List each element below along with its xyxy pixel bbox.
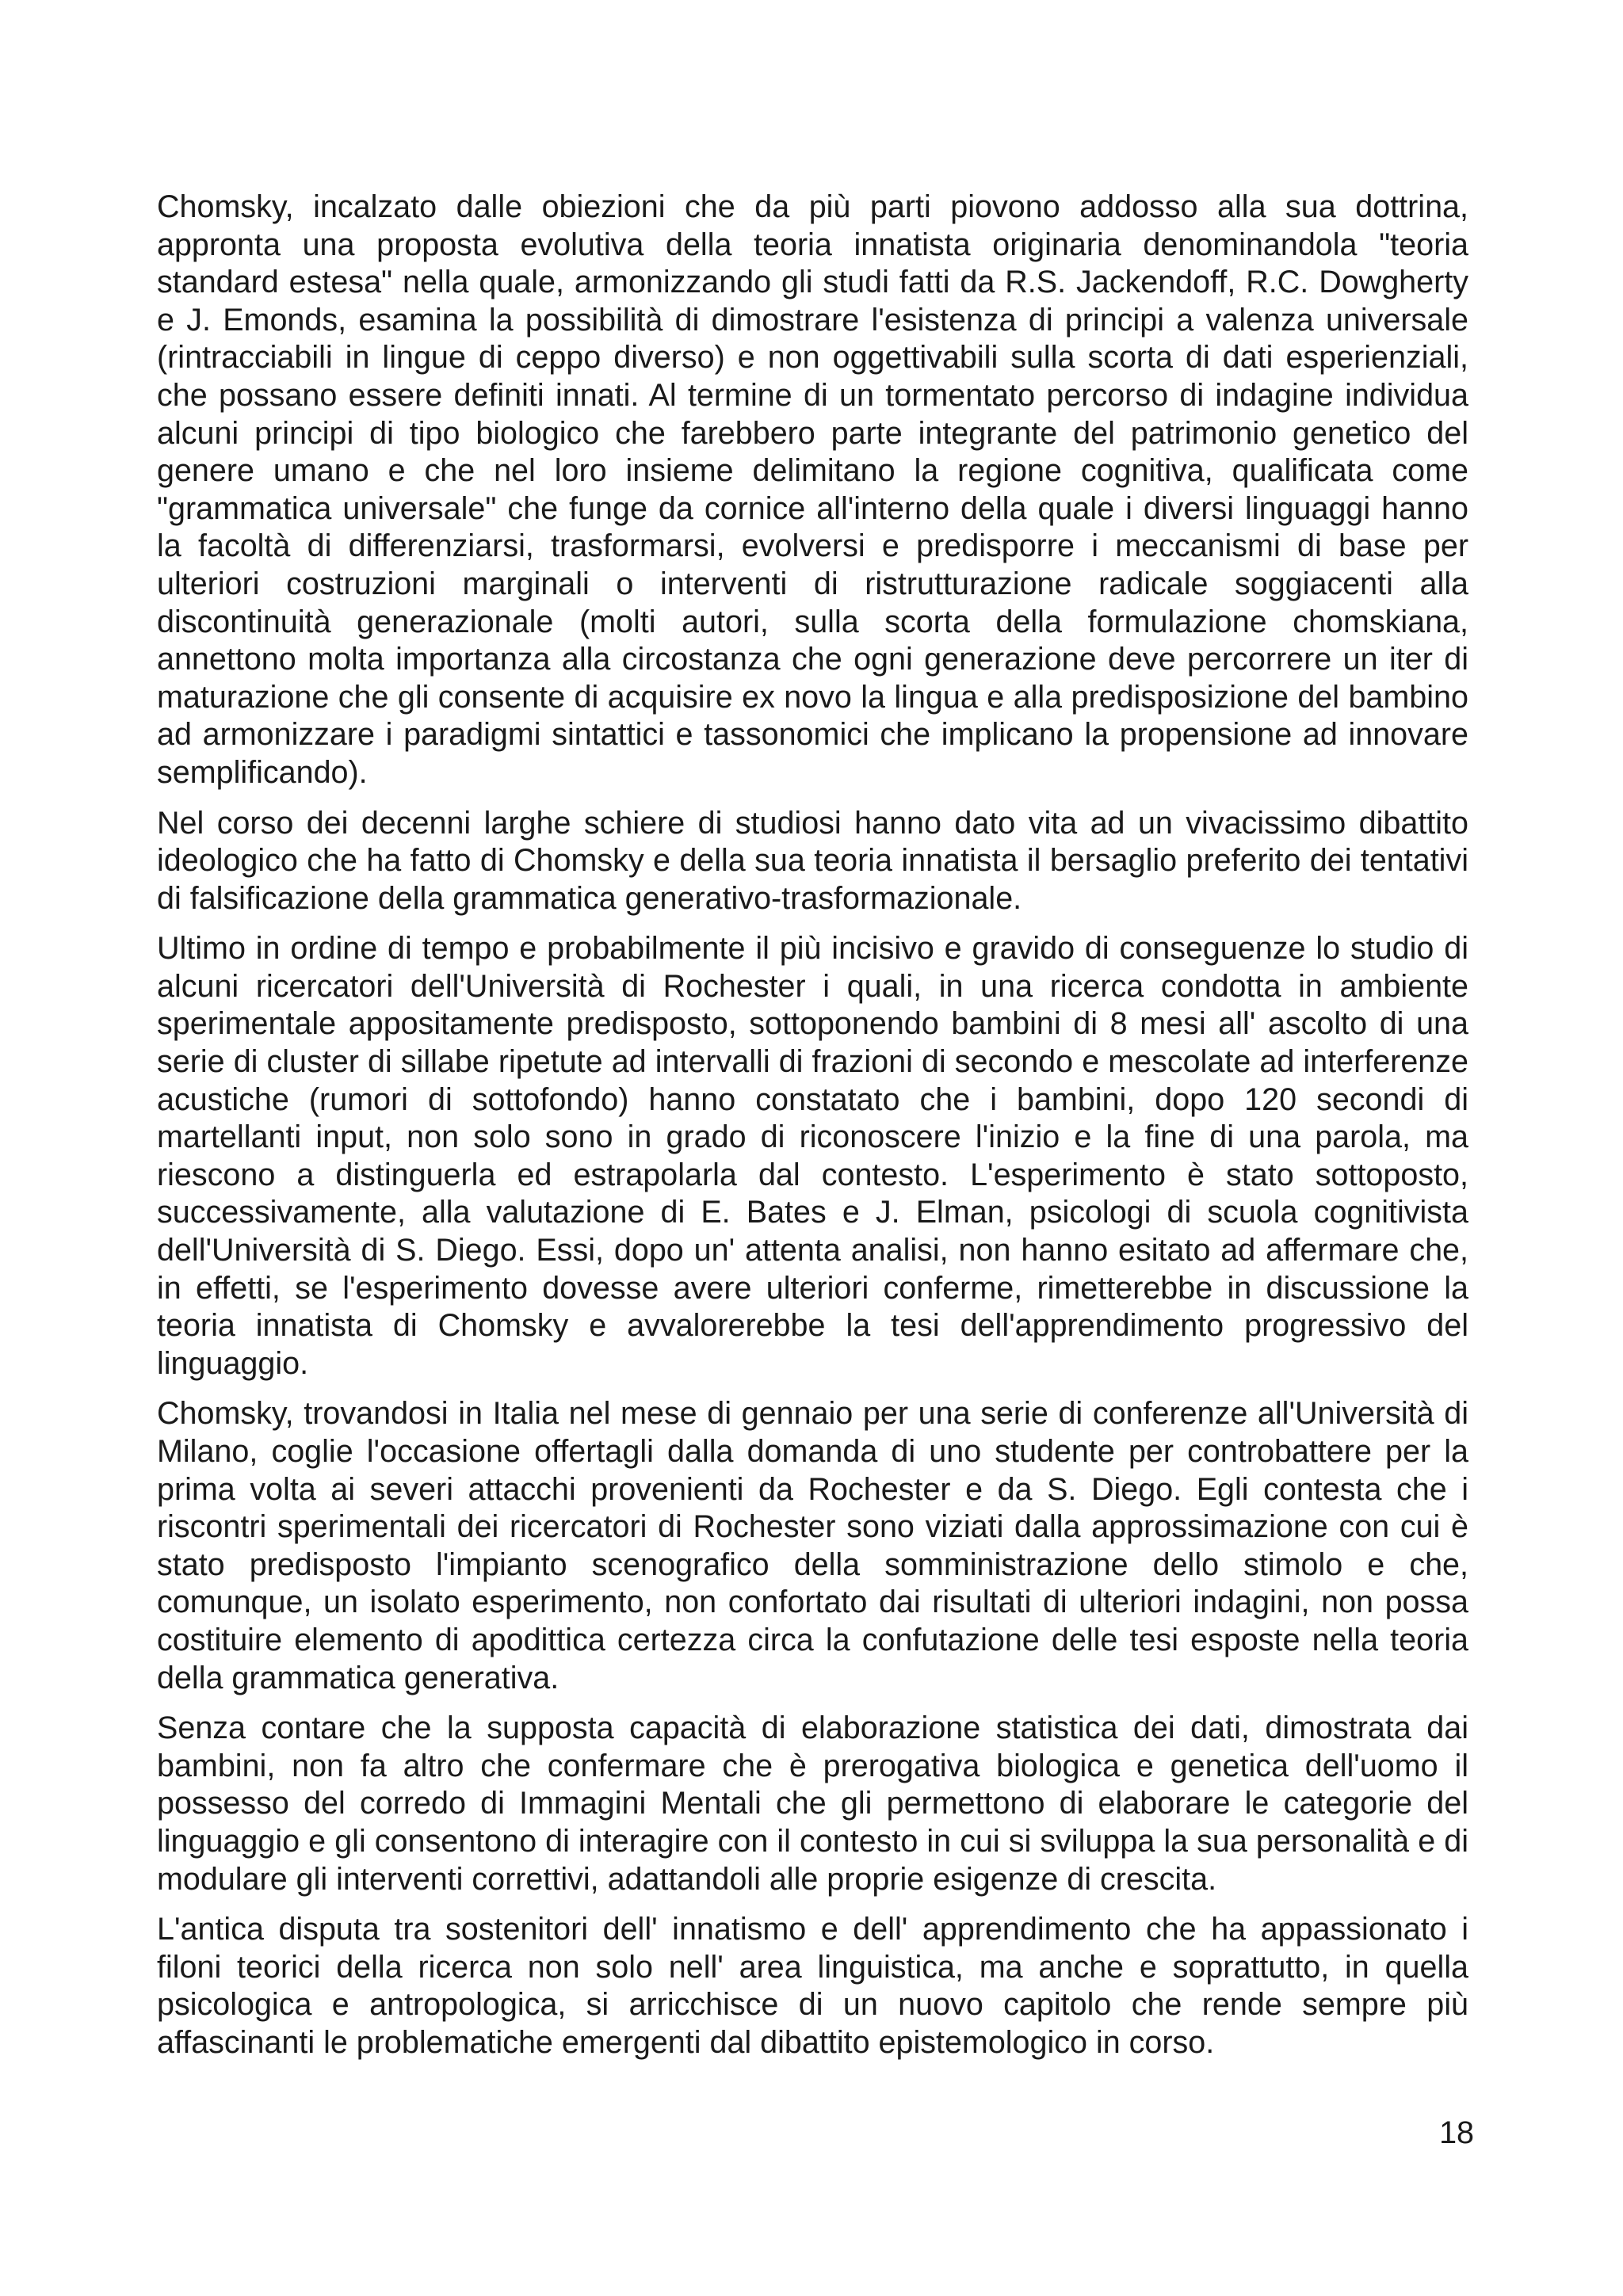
body-text (157, 189, 1468, 2075)
paragraph-2: Nel corso dei decenni larghe schiere di studiosi hanno dato vita ad un vivacissimo dibattito ideologico che ha fatto di Chomsky e della sua teoria innatista il bersaglio preferito dei tentativi di falsificazione della grammatica generativo-trasformazionale. (157, 805, 1468, 916)
paragraph-3: Ultimo in ordine di tempo e probabilmente il più incisivo e gravido di conseguenze lo studio di alcuni ricercatori dell'Università di Rochester i quali, in una ricerca condotta in ambiente sperimentale appositamente predisposto, sottoponendo bambini di 8 mesi all' ascolto di una serie di cluster di sillabe ripetute ad intervalli di frazioni di secondo e mescolate ad interferenze acustiche (rumori di sottofondo) hanno constatato che i bambini, dopo 120 secondi di martellanti input, non solo sono in grado di riconoscere l'inizio e la fine di una parola, ma riescono a distinguerla ed estrapolarla dal contesto. L'esperimento è stato sottoposto, successivamente, alla valutazione di E. Bates e J. Elman, psicologi di scuola cognitivista dell'Università di S. Diego. Essi, dopo un' attenta analisi, non hanno esitato ad affermare che, in effetti, se l'esperimento dovesse avere ulteriori conferme, rimetterebbe in discussione la teoria innatista di Chomsky e avvalorerebbe la tesi dell'apprendimento progressivo del linguaggio. (157, 931, 1468, 1381)
paragraph-6: L'antica disputa tra sostenitori dell' innatismo e dell' apprendimento che ha appassionato i filoni teorici della ricerca non solo nell' area linguistica, ma anche e soprattutto, in quella psicologica e antropologica, si arricchisce di un nuovo capitolo che rende sempre più affascinanti le problematiche emergenti dal dibattito epistemologico in corso. (157, 1912, 1468, 2060)
paragraph-5: Senza contare che la supposta capacità di elaborazione statistica dei dati, dimostrata dai bambini, non fa altro che confermare che è prerogativa biologica e genetica dell'uomo il possesso del corredo di Immagini Mentali che gli permettono di elaborare le categorie del linguaggio e gli consentono di interagire con il contesto in cui si sviluppa la sua personalità e di modulare gli interventi correttivi, adattandoli alle proprie esigenze di crescita. (157, 1711, 1468, 1897)
page-number: 18 (1439, 2115, 1474, 2150)
paragraph-1: Chomsky, incalzato dalle obiezioni che da più parti piovono addosso alla sua dottrina, appronta una proposta evolutiva della teoria innatista originaria denominandola "teoria standard estesa" nella quale, armonizzando gli studi fatti da R.S. Jackendoff, R.C. Dowgherty e J. Emonds, esamina la possibilità di dimostrare l'esistenza di principi a valenza universale (rintracciabili in lingue di ceppo diverso) e non oggettivabili sulla scorta di dati esperienziali, che possano essere definiti innati. Al termine di un tormentato percorso di indagine individua alcuni principi di tipo biologico che farebbero parte integrante del patrimonio genetico del genere umano e che nel loro insieme delimitano la regione cognitiva, qualificata come "grammatica universale" che funge da cornice all'interno della quale i diversi linguaggi hanno la facoltà di differenziarsi, trasformarsi, evolversi e predisporre i meccanismi di base per ulteriori costruzioni marginali o interventi di ristrutturazione radicale soggiacenti alla discontinuità generazionale (molti autori, sulla scorta della formulazione chomskiana, annettono molta importanza alla circostanza che ogni generazione deve percorrere un iter di maturazione che gli consente di acquisire ex novo la lingua e alla predisposizione del bambino ad armonizzare i paradigmi sintattici e tassonomici che implicano la propensione ad innovare semplificando). (157, 189, 1468, 790)
paragraph-4: Chomsky, trovandosi in Italia nel mese di gennaio per una serie di conferenze all'Università di Milano, coglie l'occasione offertagli dalla domanda di uno studente per controbattere per la prima volta ai severi attacchi provenienti da Rochester e da S. Diego. Egli contesta che i riscontri sperimentali dei ricercatori di Rochester sono viziati dalla approssimazione con cui è stato predisposto l'impianto scenografico della somministrazione dello stimolo e che, comunque, un isolato esperimento, non confortato dai risultati di ulteriori indagini, non possa costituire elemento di apodittica certezza circa la confutazione delle tesi esposte nella teoria della grammatica generativa. (157, 1396, 1468, 1695)
